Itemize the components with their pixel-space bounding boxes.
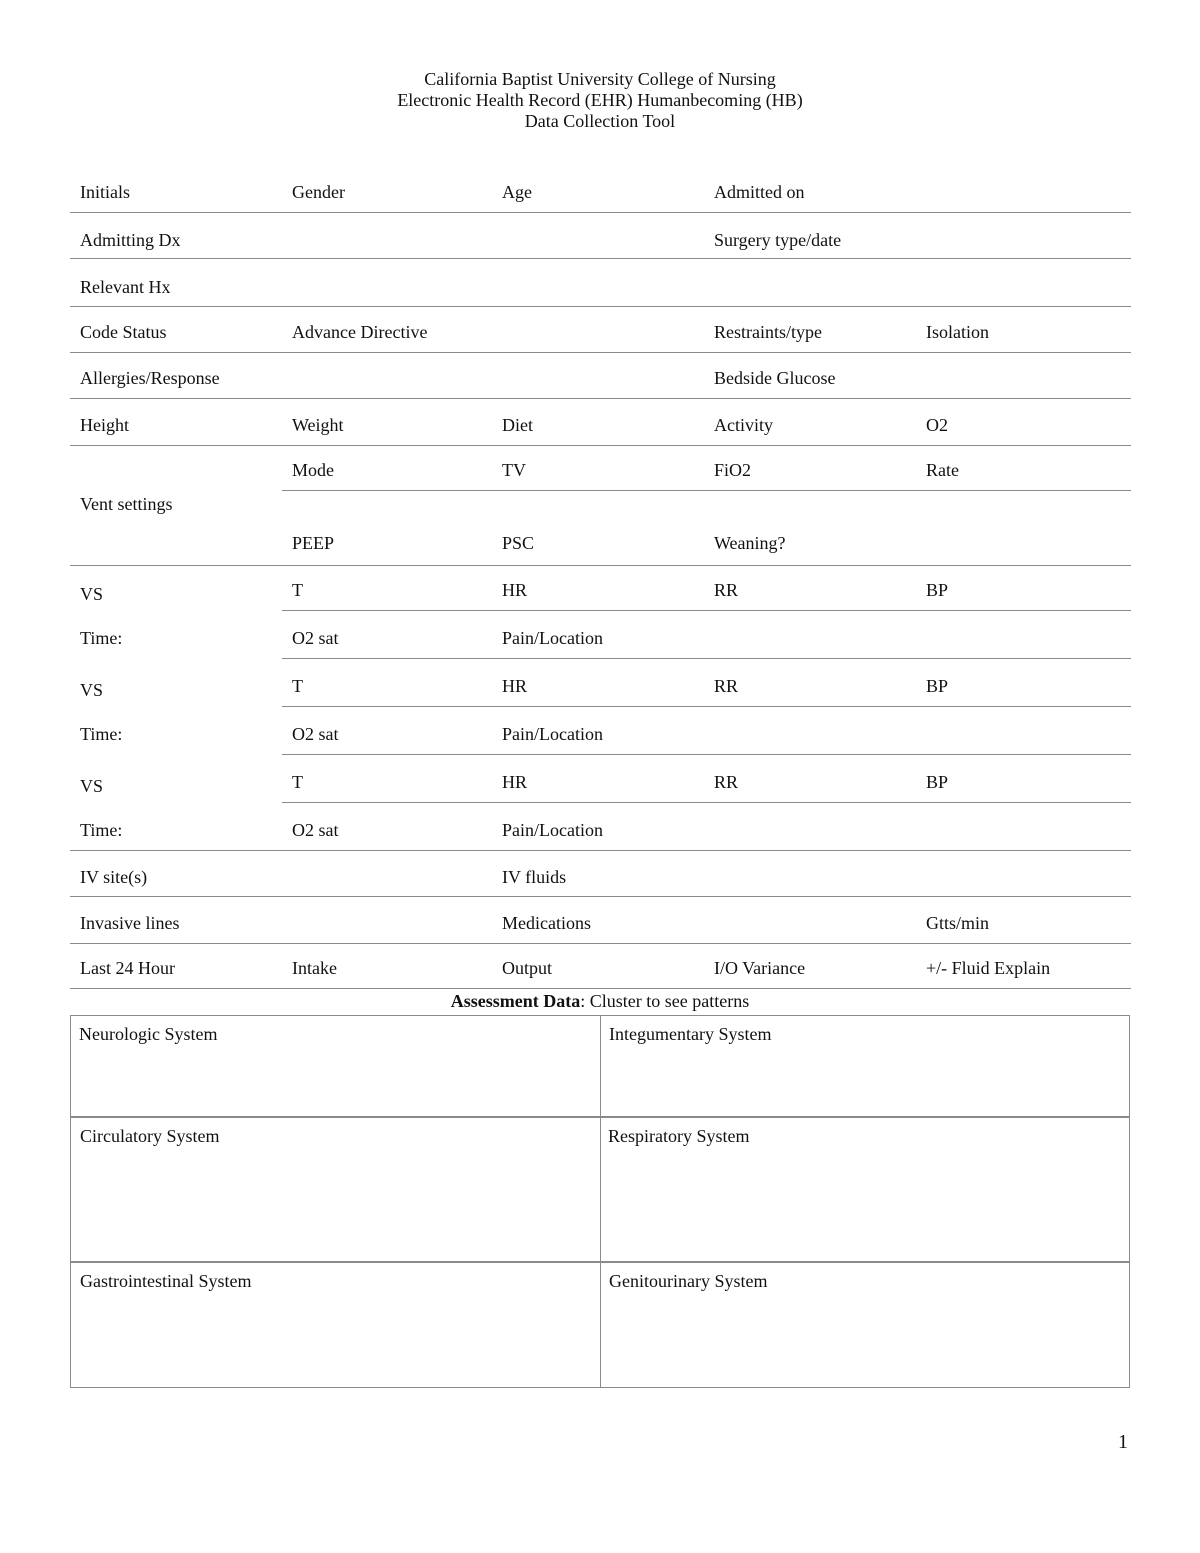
time-label: Time: — [80, 820, 123, 840]
row-divider — [70, 212, 1131, 213]
surgery-label: Surgery type/date — [714, 230, 842, 250]
time-label: Time: — [80, 724, 123, 744]
io-variance-label: I/O Variance — [714, 958, 806, 978]
iv-fluids-label: IV fluids — [502, 867, 567, 887]
assessment-title-rest: : Cluster to see patterns — [580, 991, 750, 1011]
rr-label: RR — [714, 676, 739, 696]
o2-sat-label: O2 sat — [292, 724, 339, 744]
mode-label: Mode — [292, 460, 334, 480]
vs-label: VS — [80, 680, 104, 700]
vs-label: VS — [80, 776, 104, 796]
row-divider — [70, 352, 1131, 353]
peep-label: PEEP — [292, 533, 335, 553]
header-institution: California Baptist University College of Nursing — [424, 69, 776, 89]
row-divider — [282, 658, 1131, 659]
rr-label: RR — [714, 580, 739, 600]
row-divider — [70, 565, 1131, 566]
bedside-glucose-label: Bedside Glucose — [714, 368, 836, 388]
allergies-label: Allergies/Response — [80, 368, 220, 388]
assessment-title — [0, 991, 1200, 1011]
rate-label: Rate — [926, 460, 959, 480]
age-label: Age — [502, 182, 532, 202]
gender-label: Gender — [292, 182, 345, 202]
last-24-hour-label: Last 24 Hour — [80, 958, 175, 978]
o2-sat-label: O2 sat — [292, 628, 339, 648]
header-record-title: Electronic Health Record (EHR) Humanbecoming (HB) — [397, 90, 803, 110]
row-divider — [70, 398, 1131, 399]
document-header — [0, 69, 1200, 132]
height-label: Height — [80, 415, 129, 435]
bp-label: BP — [926, 772, 949, 792]
tv-label: TV — [502, 460, 526, 480]
row-divider — [70, 896, 1131, 897]
genitourinary-system-label: Genitourinary System — [609, 1271, 768, 1291]
weight-label: Weight — [292, 415, 344, 435]
temp-label: T — [292, 676, 303, 696]
header-tool-name: Data Collection Tool — [524, 111, 676, 131]
row-divider — [70, 850, 1131, 851]
row-divider — [70, 258, 1131, 259]
temp-label: T — [292, 772, 303, 792]
activity-label: Activity — [714, 415, 773, 435]
o2-label: O2 — [926, 415, 948, 435]
integumentary-system-label: Integumentary System — [609, 1024, 772, 1044]
fluid-explain-label: +/- Fluid Explain — [926, 958, 1051, 978]
circulatory-system-label: Circulatory System — [80, 1126, 220, 1146]
psc-label: PSC — [502, 533, 535, 553]
pain-location-label: Pain/Location — [502, 820, 603, 840]
rr-label: RR — [714, 772, 739, 792]
pain-location-label: Pain/Location — [502, 628, 603, 648]
bp-label: BP — [926, 676, 949, 696]
code-status-label: Code Status — [80, 322, 167, 342]
relevant-hx-label: Relevant Hx — [80, 277, 171, 297]
pain-location-label: Pain/Location — [502, 724, 603, 744]
gastrointestinal-system-label: Gastrointestinal System — [80, 1271, 252, 1291]
initials-label: Initials — [80, 182, 130, 202]
hr-label: HR — [502, 580, 528, 600]
row-divider — [282, 610, 1131, 611]
vent-settings-label: Vent settings — [80, 494, 173, 514]
temp-label: T — [292, 580, 303, 600]
gtts-min-label: Gtts/min — [926, 913, 990, 933]
weaning-label: Weaning? — [714, 533, 786, 553]
isolation-label: Isolation — [926, 322, 989, 342]
advance-directive-label: Advance Directive — [292, 322, 428, 342]
row-divider — [282, 754, 1131, 755]
hr-label: HR — [502, 772, 528, 792]
restraints-label: Restraints/type — [714, 322, 822, 342]
neurologic-system-label: Neurologic System — [79, 1024, 218, 1044]
medications-label: Medications — [502, 913, 591, 933]
assessment-title-bold: Assessment Data — [450, 991, 581, 1011]
time-label: Time: — [80, 628, 123, 648]
row-divider — [282, 490, 1131, 491]
row-divider — [282, 706, 1131, 707]
bp-label: BP — [926, 580, 949, 600]
diet-label: Diet — [502, 415, 533, 435]
invasive-lines-label: Invasive lines — [80, 913, 180, 933]
row-divider — [282, 802, 1131, 803]
admitted-on-label: Admitted on — [714, 182, 805, 202]
respiratory-system-label: Respiratory System — [608, 1126, 750, 1146]
row-divider — [70, 988, 1131, 989]
row-divider — [70, 445, 1131, 446]
intake-label: Intake — [292, 958, 337, 978]
admitting-dx-label: Admitting Dx — [80, 230, 181, 250]
iv-sites-label: IV site(s) — [80, 867, 148, 887]
vs-label: VS — [80, 584, 104, 604]
hr-label: HR — [502, 676, 528, 696]
output-label: Output — [502, 958, 553, 978]
o2-sat-label: O2 sat — [292, 820, 339, 840]
page-number: 1 — [1118, 1431, 1128, 1453]
fio2-label: FiO2 — [714, 460, 752, 480]
row-divider — [70, 943, 1131, 944]
row-divider — [70, 306, 1131, 307]
